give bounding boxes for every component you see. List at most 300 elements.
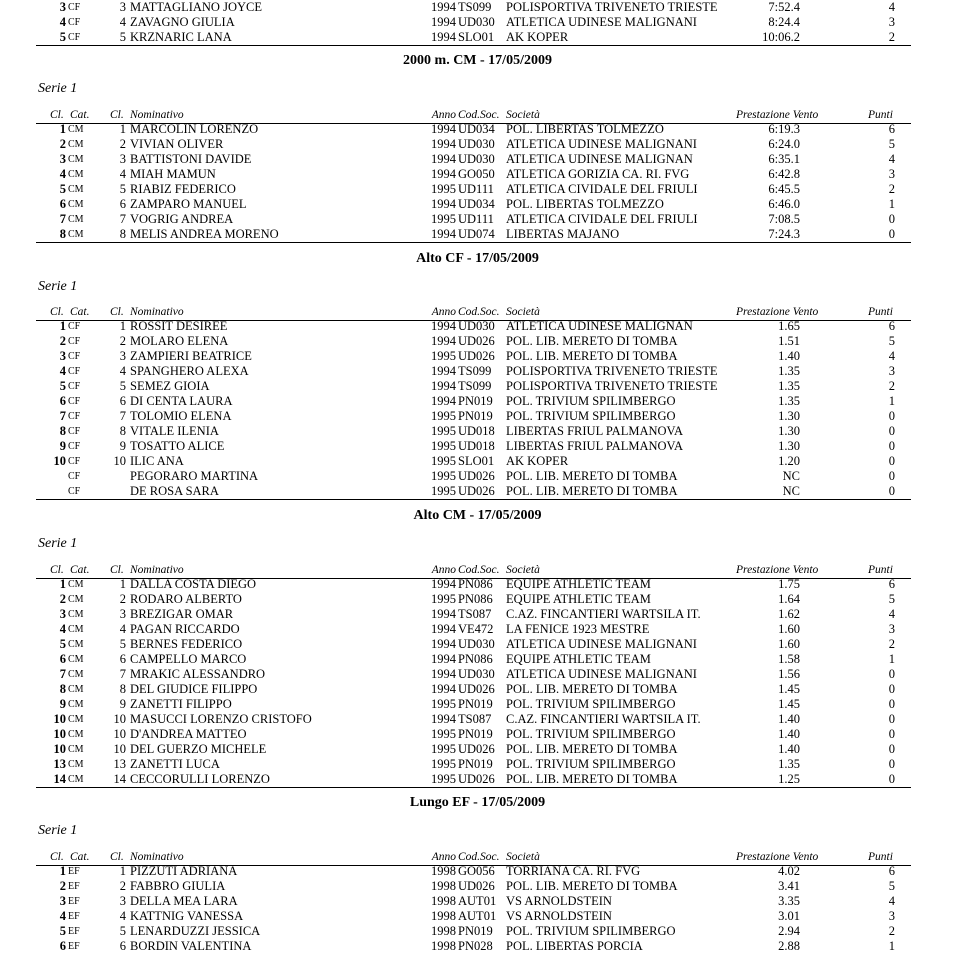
points-cell: Punti (868, 306, 893, 318)
club-cell: ATLETICA GORIZIA CA. RI. FVG (506, 167, 690, 181)
category-cell: Cat. (70, 109, 90, 121)
points-cell: 0 (888, 227, 895, 241)
club-code-cell: PN028 (458, 939, 493, 953)
club-code-cell: PN019 (458, 757, 493, 771)
club-code-cell: UD026 (458, 742, 495, 756)
year-cell: 1994 (431, 364, 456, 378)
club-cell: POL. LIB. MERETO DI TOMBA (506, 879, 678, 893)
points-cell: Punti (868, 109, 893, 121)
table-row (36, 484, 911, 500)
year-cell: 1994 (431, 197, 456, 211)
category-cell: CF (68, 32, 81, 43)
year-cell: 1995 (431, 409, 456, 423)
points-cell: 0 (888, 409, 895, 423)
place-cell: 2 (59, 879, 66, 893)
category-cell: CF (68, 441, 81, 452)
club-code-cell: UD026 (458, 879, 495, 893)
club-code-cell: UD026 (458, 772, 495, 786)
performance-cell: 7:08.5 (768, 212, 800, 226)
points-cell: 1 (888, 939, 895, 953)
table-row (36, 637, 911, 652)
performance-cell: 1.35 (778, 394, 800, 408)
club-cell: POLISPORTIVA TRIVENETO TRIESTE (506, 379, 718, 393)
place-cell: 8 (59, 227, 66, 241)
performance-cell: 1.35 (778, 379, 800, 393)
performance-cell: 3.01 (778, 909, 800, 923)
year-cell: 1995 (431, 697, 456, 711)
club-code-cell: PN086 (458, 592, 493, 606)
name-cell: MASUCCI LORENZO CRISTOFO (130, 712, 312, 726)
performance-cell: 1.60 (778, 637, 800, 651)
name-cell: Nominativo (130, 851, 184, 863)
club-code-cell: UD026 (458, 682, 495, 696)
section-title: Alto CF - 17/05/2009 (416, 251, 539, 266)
year-cell: 1994 (431, 137, 456, 151)
table-row (36, 712, 911, 727)
place-cell: 3 (59, 607, 66, 621)
name-cell: RODARO ALBERTO (130, 592, 242, 606)
name-cell: VIVIAN OLIVER (130, 137, 224, 151)
table-row (36, 607, 911, 622)
club-cell: LA FENICE 1923 MESTRE (506, 622, 650, 636)
bib-cell: 3 (119, 0, 126, 14)
club-code-cell: Cod.Soc. (458, 564, 500, 576)
year-cell: 1994 (431, 334, 456, 348)
performance-cell: Prestazione Vento (736, 564, 819, 576)
table-row (36, 349, 911, 364)
points-cell: 3 (888, 364, 895, 378)
category-cell: CM (68, 684, 84, 695)
place-cell: 13 (53, 757, 66, 771)
place-cell: 5 (59, 379, 66, 393)
name-cell: Nominativo (130, 564, 184, 576)
performance-cell: 6:46.0 (768, 197, 800, 211)
category-cell: CM (68, 139, 84, 150)
year-cell: 1995 (431, 349, 456, 363)
performance-cell: 1.40 (778, 742, 800, 756)
performance-cell: 1.40 (778, 712, 800, 726)
place-cell: 1 (59, 864, 66, 878)
points-cell: 0 (888, 424, 895, 438)
name-cell: BORDIN VALENTINA (130, 939, 252, 953)
bib-cell: 8 (119, 227, 126, 241)
category-cell: CF (68, 366, 81, 377)
bib-cell: 1 (119, 864, 126, 878)
name-cell: SPANGHERO ALEXA (130, 364, 249, 378)
points-cell: 6 (888, 577, 895, 591)
club-code-cell: UD030 (458, 15, 495, 29)
place-cell: 6 (59, 197, 66, 211)
club-cell: POL. TRIVIUM SPILIMBERGO (506, 409, 676, 423)
performance-cell: 1.60 (778, 622, 800, 636)
name-cell: ZAMPARO MANUEL (130, 197, 247, 211)
place-cell: 8 (59, 682, 66, 696)
club-code-cell: PN019 (458, 924, 493, 938)
performance-cell: 1.45 (778, 697, 800, 711)
points-cell: 0 (888, 667, 895, 681)
club-cell: POL. LIB. MERETO DI TOMBA (506, 742, 678, 756)
bib-cell: 5 (119, 924, 126, 938)
points-cell: Punti (868, 851, 893, 863)
points-cell: 0 (888, 697, 895, 711)
club-cell: POL. TRIVIUM SPILIMBERGO (506, 924, 676, 938)
club-cell: Società (506, 851, 540, 863)
bib-cell: 7 (119, 409, 126, 423)
bib-cell: 5 (119, 30, 126, 44)
points-cell: 0 (888, 454, 895, 468)
name-cell: BREZIGAR OMAR (130, 607, 234, 621)
performance-cell: 7:24.3 (768, 227, 800, 241)
club-cell: ATLETICA UDINESE MALIGNANI (506, 637, 697, 651)
place-cell: 3 (59, 0, 66, 14)
place-cell: 3 (59, 349, 66, 363)
place-cell: 6 (59, 939, 66, 953)
place-cell: 3 (59, 894, 66, 908)
points-cell: Punti (868, 564, 893, 576)
performance-cell: 3.35 (778, 894, 800, 908)
place-cell: 4 (59, 15, 66, 29)
points-cell: 3 (888, 909, 895, 923)
place-cell: 2 (59, 334, 66, 348)
table-row (36, 667, 911, 682)
place-cell: 10 (53, 742, 66, 756)
club-cell: POL. TRIVIUM SPILIMBERGO (506, 394, 676, 408)
bib-cell: Cl. (110, 564, 124, 576)
category-cell: CF (68, 2, 81, 13)
table-row (36, 454, 911, 469)
place-cell: 6 (59, 652, 66, 666)
name-cell: SEMEZ GIOIA (130, 379, 210, 393)
category-cell: Cat. (70, 851, 90, 863)
name-cell: TOLOMIO ELENA (130, 409, 232, 423)
club-code-cell: UD018 (458, 424, 495, 438)
category-cell: CF (68, 321, 81, 332)
category-cell: CF (68, 426, 81, 437)
performance-cell: Prestazione Vento (736, 306, 819, 318)
points-cell: 4 (888, 0, 895, 14)
performance-cell: 2.88 (778, 939, 800, 953)
club-cell: VS ARNOLDSTEIN (506, 894, 612, 908)
year-cell: 1994 (431, 682, 456, 696)
category-cell: CF (68, 486, 81, 497)
place-cell: 7 (59, 667, 66, 681)
section-title: 2000 m. CM - 17/05/2009 (403, 53, 552, 68)
club-cell: LIBERTAS MAJANO (506, 227, 620, 241)
name-cell: CAMPELLO MARCO (130, 652, 247, 666)
points-cell: 0 (888, 212, 895, 226)
bib-cell: 10 (113, 712, 126, 726)
category-cell: Cat. (70, 306, 90, 318)
club-code-cell: Cod.Soc. (458, 306, 500, 318)
performance-cell: 1.30 (778, 424, 800, 438)
bib-cell: 10 (113, 454, 126, 468)
place-cell: 10 (53, 454, 66, 468)
place-cell: Cl. (50, 564, 64, 576)
place-cell: 5 (59, 637, 66, 651)
year-cell: Anno (431, 306, 456, 318)
category-cell: CM (68, 594, 84, 605)
performance-cell: Prestazione Vento (736, 109, 819, 121)
club-code-cell: SLO01 (458, 454, 495, 468)
bib-cell: 5 (119, 379, 126, 393)
points-cell: 0 (888, 484, 895, 498)
table-row (36, 469, 911, 484)
club-cell: ATLETICA UDINESE MALIGNAN (506, 152, 693, 166)
table-row (36, 212, 911, 227)
place-cell: 1 (59, 122, 66, 136)
table-row (36, 757, 911, 772)
table-row (36, 30, 911, 46)
club-code-cell: GO056 (458, 864, 495, 878)
name-cell: Nominativo (130, 306, 184, 318)
performance-cell: 8:24.4 (768, 15, 800, 29)
place-cell: 4 (59, 622, 66, 636)
year-cell: 1995 (431, 727, 456, 741)
bib-cell: 7 (119, 212, 126, 226)
performance-cell: 1.45 (778, 682, 800, 696)
name-cell: DE ROSA SARA (130, 484, 219, 498)
category-cell: CM (68, 699, 84, 710)
category-cell: EF (68, 896, 80, 907)
club-cell: ATLETICA UDINESE MALIGNANI (506, 15, 697, 29)
category-cell: Cat. (70, 564, 90, 576)
year-cell: Anno (431, 851, 456, 863)
club-cell: POL. LIBERTAS PORCIA (506, 939, 643, 953)
club-cell: POL. LIB. MERETO DI TOMBA (506, 349, 678, 363)
club-cell: Società (506, 564, 540, 576)
place-cell: 4 (59, 909, 66, 923)
bib-cell: 6 (119, 197, 126, 211)
performance-cell: 1.58 (778, 652, 800, 666)
year-cell: 1994 (431, 607, 456, 621)
bib-cell: 3 (119, 152, 126, 166)
performance-cell: 1.64 (778, 592, 800, 606)
club-code-cell: UD026 (458, 484, 495, 498)
points-cell: 0 (888, 682, 895, 696)
points-cell: 4 (888, 349, 895, 363)
category-cell: CF (68, 17, 81, 28)
category-cell: CM (68, 624, 84, 635)
points-cell: 3 (888, 167, 895, 181)
year-cell: 1995 (431, 439, 456, 453)
bib-cell: 13 (113, 757, 126, 771)
year-cell: 1994 (431, 637, 456, 651)
name-cell: CECCORULLI LORENZO (130, 772, 270, 786)
points-cell: 5 (888, 137, 895, 151)
club-code-cell: UD026 (458, 469, 495, 483)
table-row (36, 167, 911, 182)
club-cell: POL. LIBERTAS TOLMEZZO (506, 122, 664, 136)
performance-cell: 6:42.8 (768, 167, 800, 181)
year-cell: 1998 (431, 864, 456, 878)
performance-cell: 2.94 (778, 924, 800, 938)
bib-cell: 3 (119, 349, 126, 363)
name-cell: ZAMPIERI BEATRICE (130, 349, 252, 363)
year-cell: 1994 (431, 577, 456, 591)
category-cell: EF (68, 926, 80, 937)
club-code-cell: AUT01 (458, 909, 497, 923)
table-row (36, 0, 911, 15)
table-row (36, 622, 911, 637)
place-cell: Cl. (50, 851, 64, 863)
category-cell: CM (68, 654, 84, 665)
performance-cell: 1.30 (778, 409, 800, 423)
year-cell: 1994 (431, 394, 456, 408)
club-cell: C.AZ. FINCANTIERI WARTSILA IT. (506, 712, 701, 726)
category-cell: EF (68, 881, 80, 892)
performance-cell: 1.25 (778, 772, 800, 786)
year-cell: 1998 (431, 879, 456, 893)
bib-cell: 10 (113, 727, 126, 741)
points-cell: 0 (888, 727, 895, 741)
club-code-cell: UD030 (458, 637, 495, 651)
name-cell: DEL GIUDICE FILIPPO (130, 682, 258, 696)
year-cell: 1994 (431, 0, 456, 14)
name-cell: DELLA MEA LARA (130, 894, 238, 908)
club-code-cell: SLO01 (458, 30, 495, 44)
club-cell: TORRIANA CA. RI. FVG (506, 864, 641, 878)
category-cell: CF (68, 381, 81, 392)
place-cell: 9 (59, 697, 66, 711)
serie-label: Serie 1 (38, 279, 78, 294)
club-cell: ATLETICA CIVIDALE DEL FRIULI (506, 182, 698, 196)
place-cell: 5 (59, 182, 66, 196)
place-cell: 7 (59, 409, 66, 423)
name-cell: MELIS ANDREA MORENO (130, 227, 279, 241)
name-cell: RIABIZ FEDERICO (130, 182, 236, 196)
club-cell: AK KOPER (506, 454, 569, 468)
performance-cell: 1.30 (778, 439, 800, 453)
name-cell: FABBRO GIULIA (130, 879, 226, 893)
club-code-cell: UD111 (458, 212, 494, 226)
name-cell: MIAH MAMUN (130, 167, 216, 181)
club-code-cell: PN086 (458, 652, 493, 666)
performance-cell: 6:24.0 (768, 137, 800, 151)
points-cell: 0 (888, 742, 895, 756)
club-code-cell: UD018 (458, 439, 495, 453)
year-cell: 1995 (431, 454, 456, 468)
year-cell: 1994 (431, 167, 456, 181)
table-row (36, 15, 911, 30)
place-cell: 9 (59, 439, 66, 453)
club-code-cell: AUT01 (458, 894, 497, 908)
year-cell: 1995 (431, 772, 456, 786)
points-cell: 0 (888, 439, 895, 453)
section-title: Lungo EF - 17/05/2009 (409, 795, 546, 810)
year-cell: 1995 (431, 592, 456, 606)
club-code-cell: UD030 (458, 137, 495, 151)
place-cell: 4 (59, 167, 66, 181)
club-cell: EQUIPE ATHLETIC TEAM (506, 652, 651, 666)
place-cell: 14 (53, 772, 66, 786)
points-cell: 3 (888, 15, 895, 29)
name-cell: D'ANDREA MATTEO (130, 727, 247, 741)
table-row (36, 742, 911, 757)
club-code-cell: UD030 (458, 667, 495, 681)
bib-cell: Cl. (110, 109, 124, 121)
category-cell: CF (68, 336, 81, 347)
performance-cell: 1.62 (778, 607, 800, 621)
category-cell: CM (68, 124, 84, 135)
name-cell: KRZNARIC LANA (130, 30, 232, 44)
performance-cell: 1.40 (778, 727, 800, 741)
category-cell: CM (68, 609, 84, 620)
table-row (36, 137, 911, 152)
category-cell: CF (68, 471, 81, 482)
place-cell: 6 (59, 394, 66, 408)
performance-cell: 10:06.2 (762, 30, 800, 44)
points-cell: 0 (888, 469, 895, 483)
bib-cell: 5 (119, 637, 126, 651)
year-cell: 1994 (431, 15, 456, 29)
year-cell: 1994 (431, 30, 456, 44)
club-code-cell: TS099 (458, 364, 492, 378)
bib-cell: 3 (119, 607, 126, 621)
bib-cell: 9 (119, 439, 126, 453)
bib-cell: 4 (119, 909, 126, 923)
table-row (36, 894, 911, 909)
club-cell: ATLETICA UDINESE MALIGNANI (506, 667, 697, 681)
club-code-cell: UD030 (458, 152, 495, 166)
table-row (36, 682, 911, 697)
club-code-cell: UD074 (458, 227, 495, 241)
club-cell: POL. LIB. MERETO DI TOMBA (506, 772, 678, 786)
name-cell: TOSATTO ALICE (130, 439, 225, 453)
table-row (36, 152, 911, 167)
points-cell: 6 (888, 122, 895, 136)
table-row (36, 909, 911, 924)
performance-cell: 6:19.3 (768, 122, 800, 136)
club-code-cell: TS099 (458, 0, 492, 14)
year-cell: 1994 (431, 667, 456, 681)
table-row (36, 227, 911, 243)
name-cell: MATTAGLIANO JOYCE (130, 0, 262, 14)
club-cell: C.AZ. FINCANTIERI WARTSILA IT. (506, 607, 701, 621)
performance-cell: Prestazione Vento (736, 851, 819, 863)
points-cell: 2 (888, 379, 895, 393)
year-cell: 1998 (431, 924, 456, 938)
performance-cell: 6:45.5 (768, 182, 800, 196)
club-code-cell: GO050 (458, 167, 495, 181)
category-cell: CM (68, 639, 84, 650)
bib-cell: Cl. (110, 851, 124, 863)
name-cell: VOGRIG ANDREA (130, 212, 234, 226)
category-cell: CM (68, 169, 84, 180)
club-code-cell: PN019 (458, 409, 493, 423)
year-cell: 1994 (431, 652, 456, 666)
name-cell: KATTNIG VANESSA (130, 909, 244, 923)
place-cell: 1 (59, 577, 66, 591)
performance-cell: 4.02 (778, 864, 800, 878)
place-cell: 5 (59, 30, 66, 44)
name-cell: BATTISTONI DAVIDE (130, 152, 252, 166)
serie-label: Serie 1 (38, 81, 78, 96)
performance-cell: 7:52.4 (768, 0, 800, 14)
name-cell: MOLARO ELENA (130, 334, 229, 348)
name-cell: MRAKIC ALESSANDRO (130, 667, 266, 681)
place-cell: 2 (59, 137, 66, 151)
club-code-cell: UD034 (458, 122, 495, 136)
performance-cell: 1.35 (778, 757, 800, 771)
category-cell: EF (68, 911, 80, 922)
points-cell: 1 (888, 197, 895, 211)
club-code-cell: VE472 (458, 622, 494, 636)
category-cell: CM (68, 744, 84, 755)
category-cell: CM (68, 579, 84, 590)
bib-cell: 6 (119, 939, 126, 953)
club-code-cell: PN019 (458, 394, 493, 408)
club-cell: LIBERTAS FRIUL PALMANOVA (506, 424, 683, 438)
